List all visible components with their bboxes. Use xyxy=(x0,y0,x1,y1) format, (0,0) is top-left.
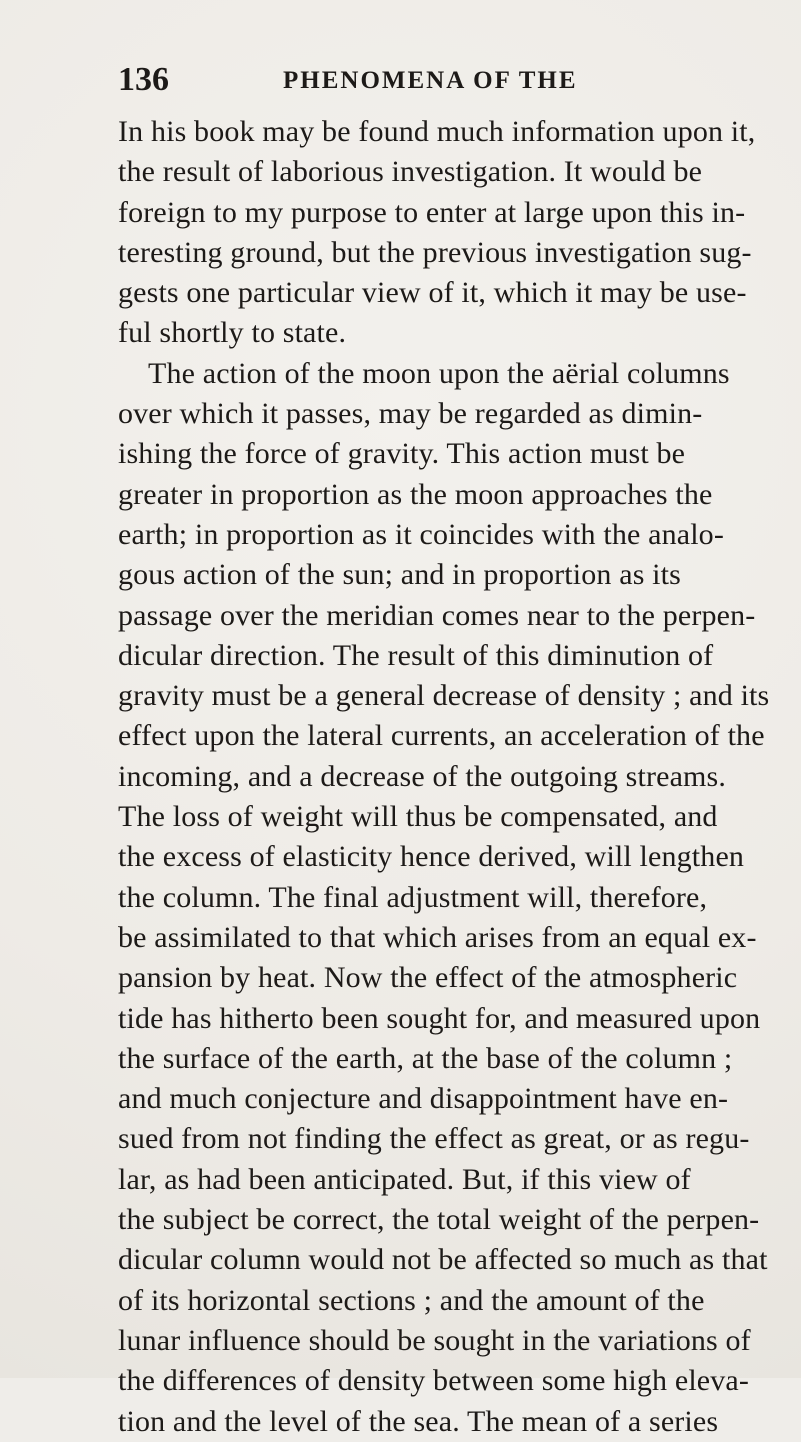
text-line: be assimilated to that which arises from an equal ex- xyxy=(118,920,757,954)
text-line: the differences of density between some high eleva- xyxy=(118,1364,750,1398)
text-line: dicular column would not be affected so much as that xyxy=(118,1243,768,1277)
text-line: teresting ground, but the previous investigation sug- xyxy=(118,235,752,269)
text-line: the result of laborious investigation. It would be xyxy=(118,155,703,189)
page-number: 136 xyxy=(118,61,169,98)
text-line: tion and the level of the sea. The mean of a series xyxy=(118,1404,719,1438)
text-line: dicular direction. The result of this diminution of xyxy=(118,638,714,672)
text-line: effect upon the lateral currents, an acceleration of the xyxy=(118,719,765,753)
page-header xyxy=(118,60,703,100)
text-line: ful shortly to state. xyxy=(118,316,347,350)
text-line: and much conjecture and disappointment have en- xyxy=(118,1082,729,1116)
text-line: sued from not finding the effect as great, or as regu- xyxy=(118,1122,750,1156)
text-line: the column. The final adjustment will, therefore, xyxy=(118,880,708,914)
text-line: over which it passes, may be regarded as dimin- xyxy=(118,397,703,431)
text-line: ishing the force of gravity. This action must be xyxy=(118,437,686,471)
text-line: lar, as had been anticipated. But, if this view of xyxy=(118,1162,691,1196)
text-line: The action of the moon upon the aërial columns xyxy=(148,356,730,390)
text-line: foreign to my purpose to enter at large upon this in- xyxy=(118,195,746,229)
text-line: tide has hitherto been sought for, and measured upon xyxy=(118,1001,761,1035)
text-line: gests one particular view of it, which it may be use- xyxy=(118,276,747,310)
text-line: The loss of weight will thus be compensated, and xyxy=(118,800,718,834)
text-line: gravity must be a general decrease of density ; and its xyxy=(118,679,770,713)
text-line: passage over the meridian comes near to the perpen- xyxy=(118,598,756,632)
text-line: earth; in proportion as it coincides with the analo- xyxy=(118,517,724,551)
text-line: lunar influence should be sought in the variations of xyxy=(118,1323,751,1357)
text-line: In his book may be found much information upon it, xyxy=(118,115,756,148)
text-line: pansion by heat. Now the effect of the atmospheric xyxy=(118,961,738,995)
text-line: of its horizontal sections ; and the amount of the xyxy=(118,1283,705,1317)
text-line: the subject be correct, the total weight of the perpen- xyxy=(118,1203,760,1237)
text-line: the surface of the earth, at the base of the column ; xyxy=(118,1041,733,1075)
text-line: greater in proportion as the moon approaches the xyxy=(118,477,713,511)
text-line: gous action of the sun; and in proportion as its xyxy=(118,558,681,592)
text-line: the excess of elasticity hence derived, will lengthen xyxy=(118,840,745,874)
running-head: PHENOMENA OF THE xyxy=(283,67,578,94)
text-line: incoming, and a decrease of the outgoing streams. xyxy=(118,759,726,793)
body-text xyxy=(118,112,770,1442)
